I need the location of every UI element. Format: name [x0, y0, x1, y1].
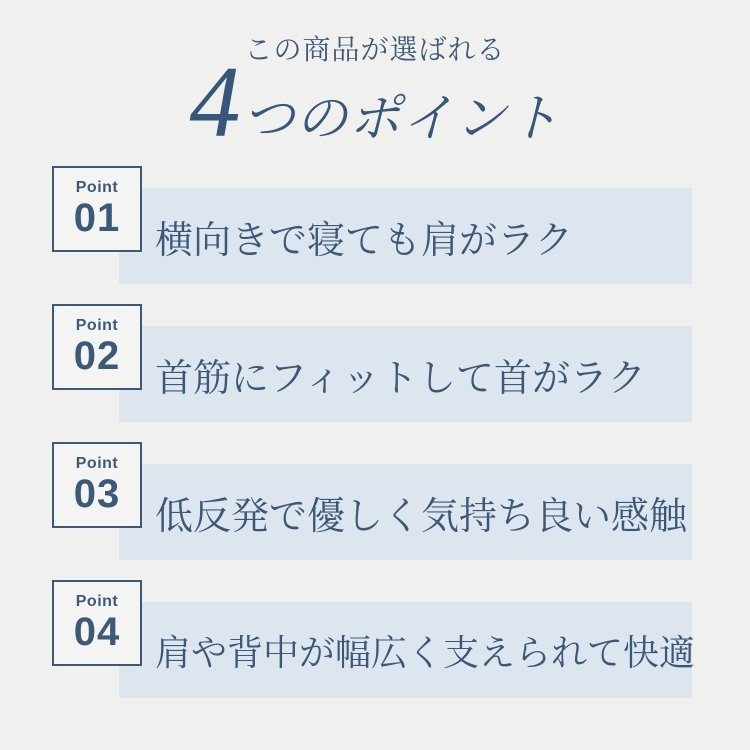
point-text: 首筋にフィットして首がラク: [155, 357, 646, 400]
point-text: 低反発で優しく気持ち良い感触: [155, 495, 688, 538]
point-row-04: [0, 580, 750, 720]
point-text: 肩や背中が幅広く支えられて快適: [155, 632, 696, 673]
point-badge-03: [52, 442, 142, 528]
point-row-02: [0, 304, 750, 444]
banner-subtitle: この商品が選ばれる: [244, 35, 506, 66]
point-row-01: [0, 166, 750, 306]
point-badge-label: Point: [75, 317, 119, 335]
point-badge-number: 03: [73, 471, 121, 516]
point-text: 横向きで寝ても肩がラク: [155, 219, 574, 262]
point-badge-label: Point: [75, 455, 119, 473]
point-row-03: [0, 442, 750, 582]
point-badge-number: 02: [73, 333, 121, 378]
point-badge-number: 04: [73, 609, 121, 654]
banner-title-number: 4: [189, 46, 243, 159]
point-badge-04: [52, 580, 142, 666]
point-badge-number: 01: [73, 195, 121, 240]
banner-title-suffix: つのポイント: [242, 91, 561, 148]
point-badge-label: Point: [75, 179, 119, 197]
point-badge-02: [52, 304, 142, 390]
point-badge-01: [52, 166, 142, 252]
point-badge-label: Point: [75, 593, 119, 611]
